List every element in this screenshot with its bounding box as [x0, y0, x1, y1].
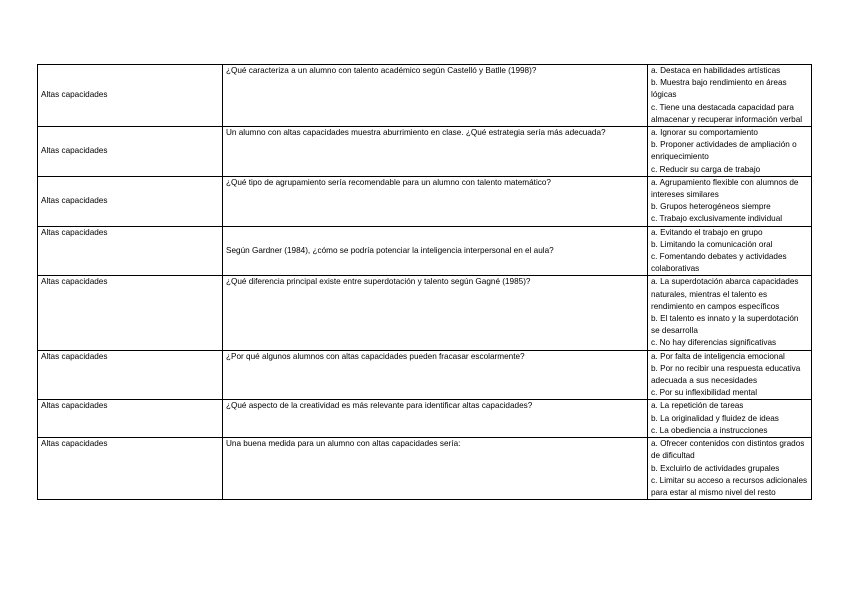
topic-cell: Altas capacidades: [38, 176, 223, 226]
options-cell: [648, 350, 812, 400]
options-cell: [648, 226, 812, 276]
question-cell: Una buena medida para un alumno con altas capacidades sería:: [223, 438, 648, 500]
topic-cell: Altas capacidades: [38, 276, 223, 350]
question-cell: ¿Por qué algunos alumnos con altas capacidades pueden fracasar escolarmente?: [223, 350, 648, 400]
table-row: [38, 400, 812, 438]
option-c: c. Reducir su carga de trabajo: [651, 164, 761, 174]
option-c: c. Trabajo exclusivamente individual: [651, 214, 783, 224]
option-a: a. Evitando el trabajo en grupo: [651, 227, 763, 237]
options-cell: [648, 276, 812, 350]
questions-table: [37, 64, 812, 500]
options-cell: [648, 127, 812, 177]
option-c: c. Tiene una destacada capacidad para almacenar y recuperar información verbal: [651, 102, 803, 124]
option-c: c. Fomentando debates y actividades colaborativas: [651, 252, 787, 274]
topic-cell: Altas capacidades: [38, 127, 223, 177]
options-cell: [648, 400, 812, 438]
question-cell: ¿Qué aspecto de la creatividad es más relevante para identificar altas capacidades?: [223, 400, 648, 438]
table-row: [38, 350, 812, 400]
option-a: a. Destaca en habilidades artísticas: [651, 66, 781, 75]
option-b: b. Limitando la comunicación oral: [651, 239, 773, 249]
question-cell: Un alumno con altas capacidades muestra aburrimiento en clase. ¿Qué estrategia sería más adecuada?: [223, 127, 648, 177]
topic-cell: Altas capacidades: [38, 350, 223, 400]
option-b: b. Por no recibir una respuesta educativa adecuada a sus necesidades: [651, 363, 801, 386]
table-row: [38, 276, 812, 350]
question-cell: ¿Qué diferencia principal existe entre superdotación y talento según Gagné (1985)?: [223, 276, 648, 350]
option-a: a. Ignorar su comportamiento: [651, 128, 758, 138]
topic-cell: Altas capacidades: [38, 400, 223, 438]
question-cell: Según Gardner (1984), ¿cómo se podría potenciar la inteligencia interpersonal en el aula?: [223, 226, 648, 276]
option-c: c. No hay diferencias significativas: [651, 338, 777, 348]
option-a: a. La repetición de tareas: [651, 401, 744, 411]
option-c: c. La obediencia a instrucciones: [651, 425, 768, 435]
options-cell: [648, 438, 812, 500]
option-a: a. Ofrecer contenidos con distintos grados de dificultad: [651, 439, 805, 461]
option-b: b. El talento es innato y la superdotación se desarrolla: [651, 314, 799, 336]
option-b: b. Grupos heterogéneos siempre: [651, 202, 771, 212]
option-a: a. Por falta de inteligencia emocional: [651, 351, 785, 361]
topic-cell: Altas capacidades: [38, 438, 223, 500]
table-row: [38, 176, 812, 226]
option-b: b. Muestra bajo rendimiento en áreas lógicas: [651, 78, 787, 100]
option-b: b. Proponer actividades de ampliación o enriquecimiento: [651, 140, 797, 162]
option-a: a. Agrupamiento flexible con alumnos de intereses similares: [651, 177, 799, 200]
option-a: a. La superdotación abarca capacidades naturales, mientras el talento es rendimiento en campos específicos: [651, 277, 799, 311]
topic-cell: Altas capacidades: [38, 226, 223, 276]
topic-cell: Altas capacidades: [38, 65, 223, 127]
option-c: c. Limitar su acceso a recursos adicionales para estar al mismo nivel del resto: [651, 475, 808, 497]
question-cell: ¿Qué tipo de agrupamiento sería recomendable para un alumno con talento matemático?: [223, 176, 648, 226]
options-cell: [648, 65, 812, 127]
option-b: b. La originalidad y fluidez de ideas: [651, 413, 779, 423]
question-cell: ¿Qué caracteriza a un alumno con talento académico según Castelló y Batlle (1998)?: [223, 65, 648, 127]
table-row: [38, 438, 812, 500]
table-row: [38, 226, 812, 276]
options-cell: [648, 176, 812, 226]
table-row: [38, 65, 812, 127]
option-b: b. Excluirlo de actividades grupales: [651, 463, 780, 473]
table-row: [38, 127, 812, 177]
option-c: c. Por su inflexibilidad mental: [651, 388, 758, 398]
